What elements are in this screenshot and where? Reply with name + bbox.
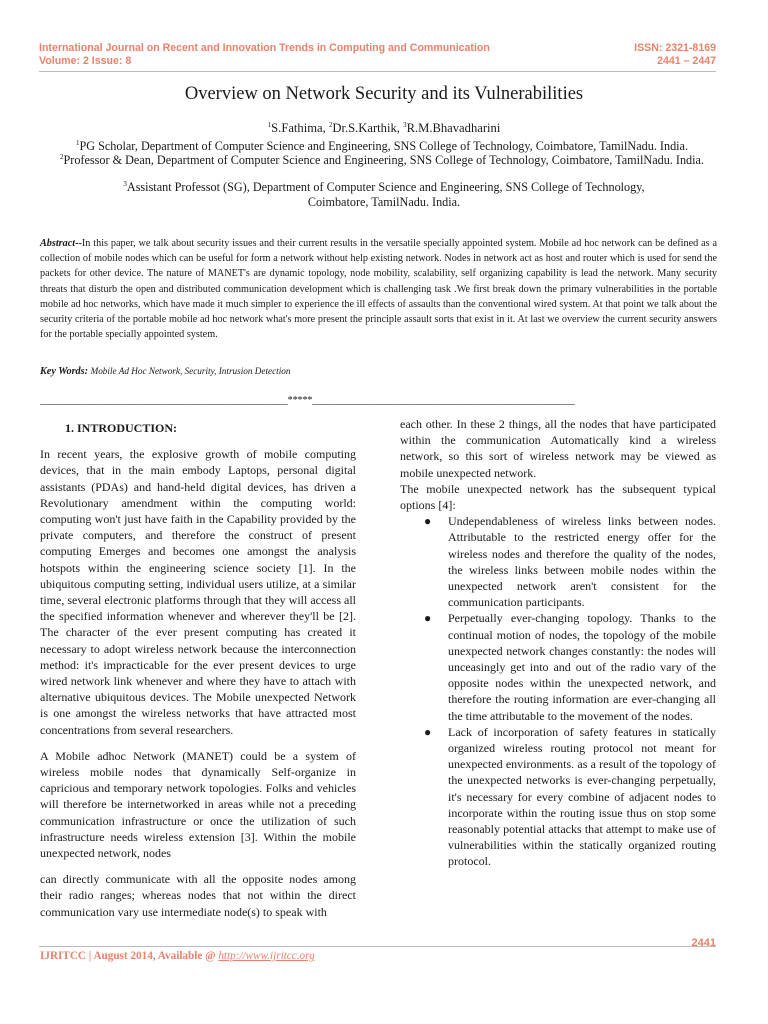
author-list xyxy=(0,121,768,136)
paragraph: The mobile unexpected network has the subsequent typical options [4]: xyxy=(400,481,716,513)
bullet-icon: ● xyxy=(424,611,432,626)
affiliation-2-text: Professor & Dean, Department of Computer Science and Engineering, SNS College of Technology, Coimbatore, TamilNadu. India. xyxy=(63,153,704,167)
affiliation-3-sup: 3 xyxy=(123,180,127,188)
page-range: 2441 – 2447 xyxy=(657,55,716,67)
list-item xyxy=(400,513,716,610)
list-item-text: Lack of incorporation of safety features in statically organized wireless routing protocol not meant for unexpected environments. as a result of the topology of the unexpected networks is ever-changing perpetually, it's necessary for every combine of adjacent nodes to incorporate within the routing issue thus on stop some reasonably potential attacks that attempt to make use of vulnerabilities within the statically organized routing protocol. xyxy=(448,724,716,869)
keywords-label: Key Words: xyxy=(40,366,89,377)
section-heading: 1. INTRODUCTION: xyxy=(65,421,178,435)
affiliation-3-text: Assistant Professot (SG), Department of Computer Science and Engineering, SNS College of Technology, Coimbatore, TamilNadu. India. xyxy=(126,180,645,209)
affiliation-1-sup: 1 xyxy=(75,139,80,147)
bullet-icon: ● xyxy=(424,724,432,739)
left-column xyxy=(40,420,356,920)
keywords xyxy=(40,366,290,377)
author-3: R.M.Bhavadharini xyxy=(406,121,501,135)
paragraph: A Mobile adhoc Network (MANET) could be a system of wireless mobile nodes that dynamically Self-organize in capricious and temporary network topologies. Folks and vehicles will therefore be internetworked in areas while not a preceding communication infrastructure or once the utilization of such infrastructure needs wireless extension [3]. Within the mobile unexpected network, nodes xyxy=(40,748,356,861)
journal-link[interactable]: http://www.ijritcc.org xyxy=(218,950,315,962)
abstract-text: In this paper, we talk about security issues and their current results in the versatile specially appointed system. Mobile ad hoc network can be defined as a collection of mobile nodes which can be useful for form a network without help existing network. Nodes in network act as host and router which is used for send the packets for other device. The nature of MANET's are dynamic topology, node mobility, scalability, self organizing capability is lead the network. Many security threats that disturb the open and distributed communication development which is challenging task .We first break down the primary vulnerabilities in the portable mobile ad hoc networks, which have made it much simpler to experience the ill effects of assaults than the conventional wired system. At that point we talk about the security criteria of the portable mobile ad hoc network what's more present the principle assault sorts that exist in it. At last we overview the current security answers for the portable specially appointed system. xyxy=(40,238,717,341)
affiliation-1 xyxy=(48,139,716,154)
paragraph: In recent years, the explosive growth of mobile computing devices, that in the main embody Laptops, personal digital assistants (PDAs) and hand-held digital devices, has driven a Revolutionary amendment within the computing world: computing won't just have faith in the Capability provided by the private computers, and therefore the construct of present computing Emerges and becomes one amongst the analysis hotspots within the engineering science society [1]. In the ubiquitous computing setting, individual users utilize, at a similar time, several electronic platforms through that they will access all the specified information whenever and wherever they'll be [2]. The character of the ever present computing has created it necessary to adopt wireless network because the interconnection method: it's impracticable for the ever present devices to urge wired network link whenever and where they have to attach with alternative ubiquitous devices. The Mobile unexpected Network is one amongst the wireless networks that have attracted most concentrations from several researchers. xyxy=(40,447,356,737)
author-2-sup: 2 xyxy=(328,121,333,129)
author-3-sup: 3 xyxy=(403,121,407,129)
abstract-label: Abstract-- xyxy=(40,238,82,249)
volume-issue: Volume: 2 Issue: 8 xyxy=(39,55,132,67)
right-column xyxy=(400,416,716,870)
paper-title: Overview on Network Security and its Vulnerabilities xyxy=(184,84,584,104)
list-item xyxy=(400,724,716,870)
header-rule xyxy=(39,71,716,72)
affiliation-2-sup: 2 xyxy=(60,153,64,161)
author-2: Dr.S.Karthik, xyxy=(332,121,404,135)
list-item xyxy=(400,610,716,723)
abstract xyxy=(40,236,717,342)
affiliation-2 xyxy=(48,153,716,168)
footer xyxy=(40,950,315,962)
section-separator: __________________________________________________*****_____________________________________________________ xyxy=(40,395,575,406)
journal-name: International Journal on Recent and Innovation Trends in Computing and Communication xyxy=(39,42,490,54)
paragraph: can directly communicate with all the opposite nodes among their radio ranges; whereas nodes that not within the direct communication vary use intermediate node(s) to speak with xyxy=(40,872,356,919)
paragraph: each other. In these 2 things, all the nodes that have participated within the communication Automatically kind a wireless network, so this sort of wireless network may be viewed as mobile unexpected network. xyxy=(400,417,716,480)
author-1: S.Fathima, xyxy=(271,121,329,135)
issn: ISSN: 2321-8169 xyxy=(634,42,716,54)
keywords-text: Mobile Ad Hoc Network, Security, Intrusion Detection xyxy=(90,366,291,376)
affiliation-3 xyxy=(110,180,658,210)
list-item-text: Undependableness of wireless links between nodes. Attributable to the restricted energy offer for the wireless nodes and therefore the quality of the nodes, the wireless links between mobile nodes within the unexpected network aren't consistent for the communication participants. xyxy=(448,514,716,610)
list-item-text: Perpetually ever-changing topology. Thanks to the continual motion of nodes, the topology of the mobile unexpected network changes constantly: the nodes will unceasingly get into and out of the radio vary of the opposite nodes within the unexpected network, and therefore the routing information are ever-changing all the time attributable to the movement of the nodes. xyxy=(448,611,716,723)
bullet-icon: ● xyxy=(424,514,432,529)
running-header xyxy=(39,42,716,72)
page-number: 2441 xyxy=(691,937,716,949)
footer-rule xyxy=(39,946,716,947)
footer-text: IJRITCC | August 2014, Available @ xyxy=(40,950,219,962)
author-1-sup: 1 xyxy=(267,121,272,129)
affiliation-1-text: PG Scholar, Department of Computer Science and Engineering, SNS College of Technology, Coimbatore, TamilNadu. India. xyxy=(79,139,688,153)
